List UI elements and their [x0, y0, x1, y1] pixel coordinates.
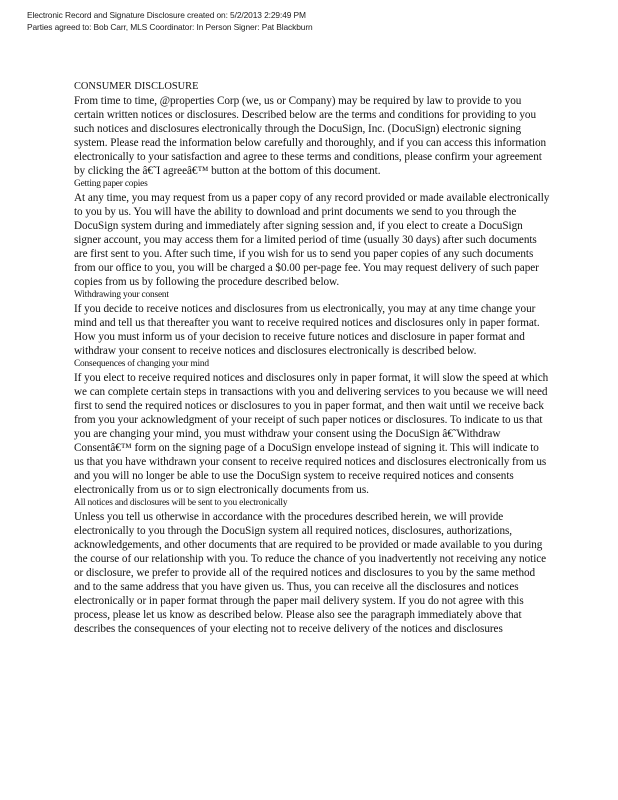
- section-body-withdrawing-consent: If you decide to receive notices and disclosures from us electronically, you may at any time change your mind and tell us that thereafter you want to receive required notices and disclosures only in paper format. How you must inform us of your decision to receive future notices and disclosure in paper format and withdraw your consent to receive notices and disclosures electronically is described below.: [74, 303, 540, 357]
- section-body-paper-copies: At any time, you may request from us a paper copy of any record provided or made available electronically to you by us. You will have the ability to download and print documents we send to you through the DocuSign system during and immediately after signing session and, if you elect to create a DocuSign signer account, you may access them for a limited period of time (usually 30 days) after such documents are first sent to you. After such time, if you wish for us to send you paper copies of any such documents from our office to you, you will be charged a $0.00 per-page fee. You may request delivery of such paper copies from us by following the procedure described below.: [74, 192, 550, 288]
- section-heading-withdrawing-consent: Withdrawing your consent: [74, 290, 169, 300]
- consumer-disclosure-document: [74, 80, 550, 636]
- section-heading-electronic-delivery: All notices and disclosures will be sent to you electronically: [74, 498, 288, 508]
- parties-agreed-line: Parties agreed to: Bob Carr, MLS Coordinator: In Person Signer: Pat Blackburn: [27, 22, 313, 32]
- disclosure-created-line: Electronic Record and Signature Disclosure created on: 5/2/2013 2:29:49 PM: [27, 10, 306, 20]
- document-header: [27, 9, 313, 33]
- section-body-consequences: If you elect to receive required notices and disclosures only in paper format, it will slow the speed at which we can complete certain steps in transactions with you and delivering services to you because we will need first to send the required notices or disclosures to you in paper format, and then wait until we receive back from you your acknowledgment of your receipt of such paper notices or disclosures. To indicate to us that you are changing your mind, you must withdraw your consent using the DocuSign â€˜Withdraw Consentâ€™ form on the signing page of a DocuSign envelope instead of signing it. This will indicate to us that you have withdrawn your consent to receive required notices and disclosures electronically from us and you will no longer be able to use the DocuSign system to receive required notices and consents electronically from us or to sign electronically documents from us.: [74, 372, 549, 496]
- section-heading-consequences: Consequences of changing your mind: [74, 359, 209, 369]
- intro-paragraph: From time to time, @properties Corp (we, us or Company) may be required by law to provide to you certain written notices or disclosures. Described below are the terms and conditions for providing to you such notices and disclosures electronically through the DocuSign, Inc. (DocuSign) electronic signing system. Please read the information below carefully and thoroughly, and if you can access this information electronically to your satisfaction and agree to these terms and conditions, please confirm your agreement by clicking the â€˜I agreeâ€™ button at the bottom of this document.: [74, 95, 547, 177]
- section-body-electronic-delivery: Unless you tell us otherwise in accordance with the procedures described herein, we will provide electronically to you through the DocuSign system all required notices, disclosures, authorizations, acknowledgements, and other documents that are required to be provided or made available to you during the course of our relationship with you. To reduce the chance of you inadvertently not receiving any notice or disclosure, we prefer to provide all of the required notices and disclosures to you by the same method and to the same address that you have given us. Thus, you can receive all the disclosures and notices electronically or in paper format through the paper mail delivery system. If you do not agree with this process, please let us know as described below. Please also see the paragraph immediately above that describes the consequences of your electing not to receive delivery of the notices and disclosures: [74, 511, 547, 635]
- section-heading-paper-copies: Getting paper copies: [74, 179, 148, 189]
- document-title: CONSUMER DISCLOSURE: [74, 81, 199, 92]
